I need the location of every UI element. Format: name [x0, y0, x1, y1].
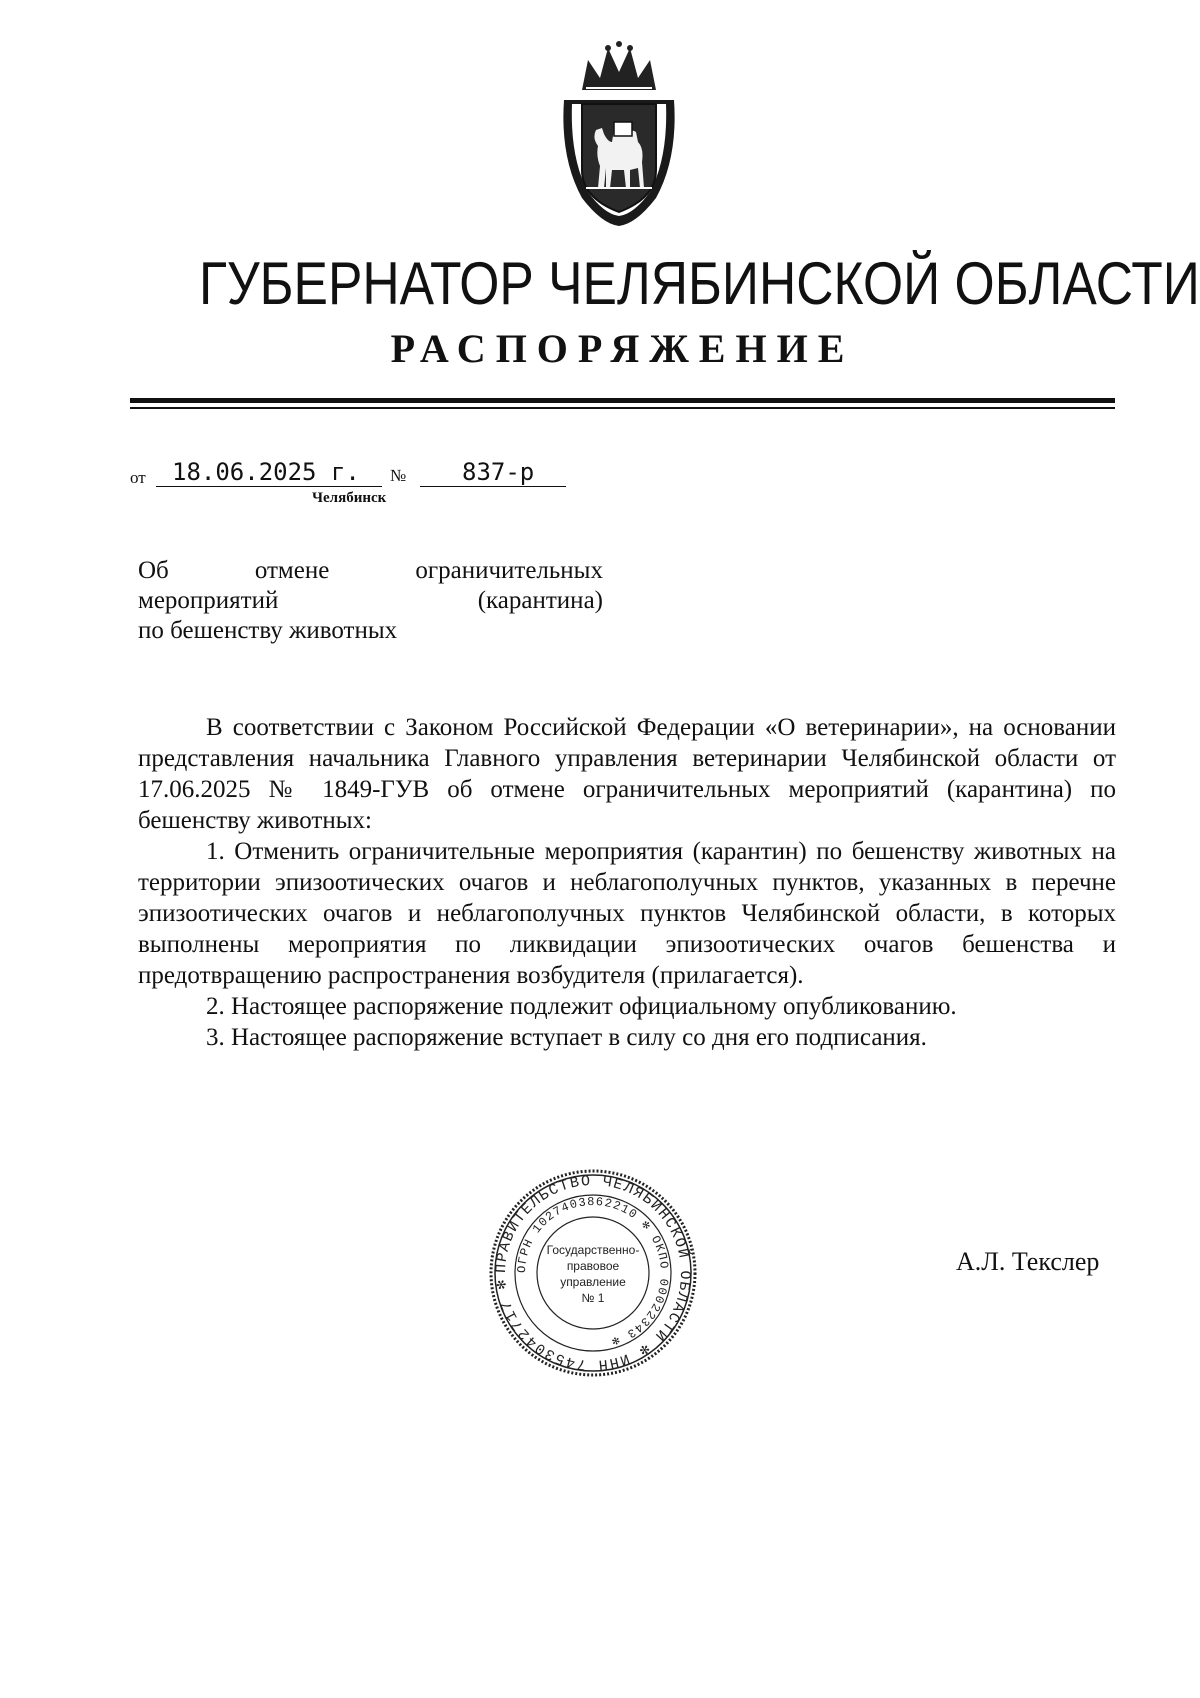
number-prefix: № [390, 466, 407, 485]
date-underline [156, 486, 382, 487]
stamp-center-line-1: Государственно- [546, 1243, 640, 1257]
stamp-center-line-2: правовое [566, 1259, 620, 1273]
subject-line-2: мероприятий (карантина) [138, 587, 603, 614]
stamp-center-line-4: № 1 [581, 1291, 605, 1305]
stamp-outer-text: ПРАВИТЕЛЬСТВО ЧЕЛЯБИНСКОЙ ОБЛАСТИ ✻ ИНН 7453042717 ✻ [492, 1172, 694, 1374]
document-subject [138, 556, 603, 646]
issue-city: Челябинск [312, 490, 387, 506]
coat-of-arms-icon [552, 38, 686, 228]
document-body [138, 712, 1116, 1053]
document-date: 18.06.2025 г. [172, 458, 360, 486]
number-underline [420, 486, 566, 487]
official-seal-stamp [488, 1168, 698, 1378]
header-divider-thick [130, 398, 1115, 403]
stamp-center-line-3: управление [560, 1275, 626, 1289]
clause-1: 1. Отменить ограничительные мероприятия (карантин) по бешенству животных на территории эпизоотических очагов и неблагополучных пунктов, указанных в перечне эпизоотических очагов и неблагополучных пунктов Челябинской области, в которых выполнены мероприятия по ликвидации эпизоотических очагов бешенства и предотвращению распространения возбудителя (прилагается). [138, 838, 1116, 989]
issuing-authority: ГУБЕРНАТОР ЧЕЛЯБИНСКОЙ ОБЛАСТИ [198, 250, 1200, 317]
clause-2: 2. Настоящее распоряжение подлежит официальному опубликованию. [206, 993, 957, 1020]
signatory-name: А.Л. Текслер [956, 1247, 1100, 1276]
document-type: РАСПОРЯЖЕНИЕ [390, 326, 855, 371]
subject-line-1: Об отмене ограничительных [138, 557, 603, 584]
date-prefix: от [130, 468, 146, 487]
preamble-paragraph: В соответствии с Законом Российской Федерации «О ветеринарии», на основании представления начальника Главного управления ветеринарии Челябинской области от 17.06.2025 № 1849-ГУВ об отмене ограничительных мероприятий (карантина) по бешенству животных: [138, 714, 1116, 834]
clause-3: 3. Настоящее распоряжение вступает в силу со дня его подписания. [206, 1024, 927, 1051]
subject-line-3: по бешенству животных [138, 617, 398, 644]
document-number: 837-р [462, 458, 535, 486]
stamp-middle-text: ОГРН 1027403862210 ✻ ОКПО 00022343 ✻ [514, 1194, 672, 1349]
header-divider-thin [130, 407, 1115, 409]
